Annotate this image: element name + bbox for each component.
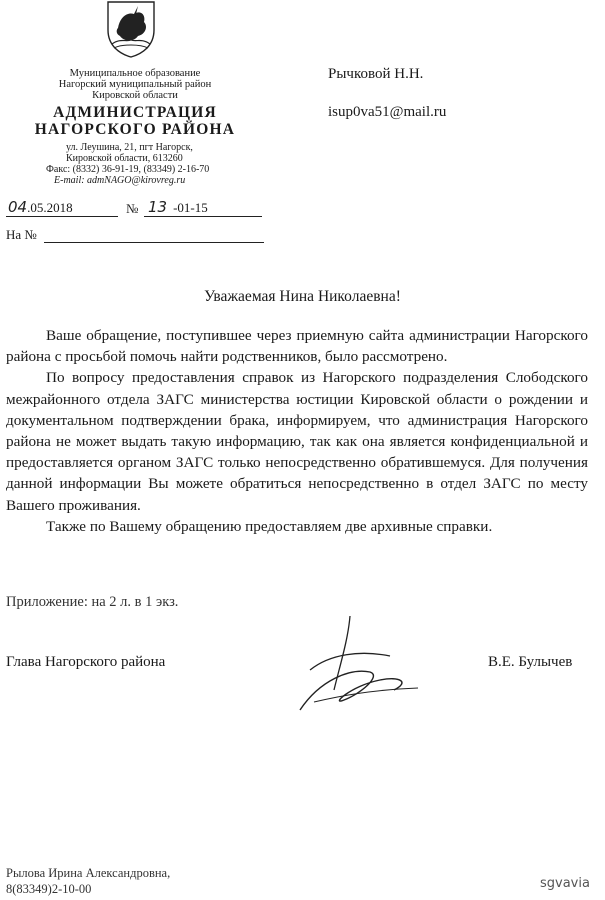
registration-number [148,198,208,217]
header-district: Нагорский муниципальный район [58,79,212,90]
letter-greeting: Уважаемая Нина Николаевна! [204,288,401,305]
date-underline [6,216,118,217]
header-address-city: Кировской области, 613260 [66,153,183,164]
header-title-line2: НАГОРСКОГО РАЙОНА [34,121,236,138]
header-title-line1: АДМИНИСТРАЦИЯ [53,104,217,121]
executor-name: Рылова Ирина Александровна, [6,866,171,880]
executor-phone: 8(83349)2-10-00 [6,882,92,896]
registration-date [8,198,116,216]
recipient-email: isup0va51@mail.ru [328,104,447,120]
paragraph-archive: Также по Вашему обращению предоставляем две архивные справки. [46,517,493,535]
date-day-handwritten: 04 [8,198,28,216]
handwritten-signature [290,610,430,720]
date-month-year: .05.2018 [27,200,73,215]
number-underline [144,216,262,217]
watermark-text: sgvavia [540,876,590,891]
header-region: Кировской области [92,90,178,101]
number-suffix: -01-15 [173,200,208,215]
number-handwritten: 13 [148,198,168,216]
paragraph-appeal: Ваше обращение, поступившее через приемную сайта администрации Нагорского района с просьбой помочь найти родственников, было рассмотрено. [6,327,588,366]
attachment-note: Приложение: на 2 л. в 1 экз. [6,594,179,610]
on-number-label: На № [6,227,37,242]
header-municipality: Муниципальное образование [69,68,201,79]
recipient-name: Рычковой Н.Н. [328,66,424,82]
letter-body [6,325,588,537]
header-fax: Факс: (8332) 36-91-19, (83349) 2-16-70 [46,164,210,175]
number-sign: № [126,201,139,216]
paragraph-zags-info: По вопросу предоставления справок из Нагорского подразделения Слободского межрайонного отдела ЗАГС министерства юстиции Кировской области о рождении и документальном подтверждении брака, информируем, что администрация Нагорского района не может выдать такую информацию, так как она является конфиденциальной и предоставляется органом ЗАГС только непосредственно обратившемуся. Для получения данной информации Вы можете обратиться непосредственно в отдел ЗАГС по месту Вашего проживания. [6,369,588,514]
signatory-name: В.Е. Булычев [488,654,573,670]
on-number-underline [44,242,264,243]
header-address-street: ул. Леушина, 21, пгт Нагорск, [66,142,193,153]
coat-of-arms-emblem [104,0,158,58]
header-email: E-mail: admNAGO@kirovreg.ru [54,175,186,186]
signatory-title: Глава Нагорского района [6,654,166,670]
